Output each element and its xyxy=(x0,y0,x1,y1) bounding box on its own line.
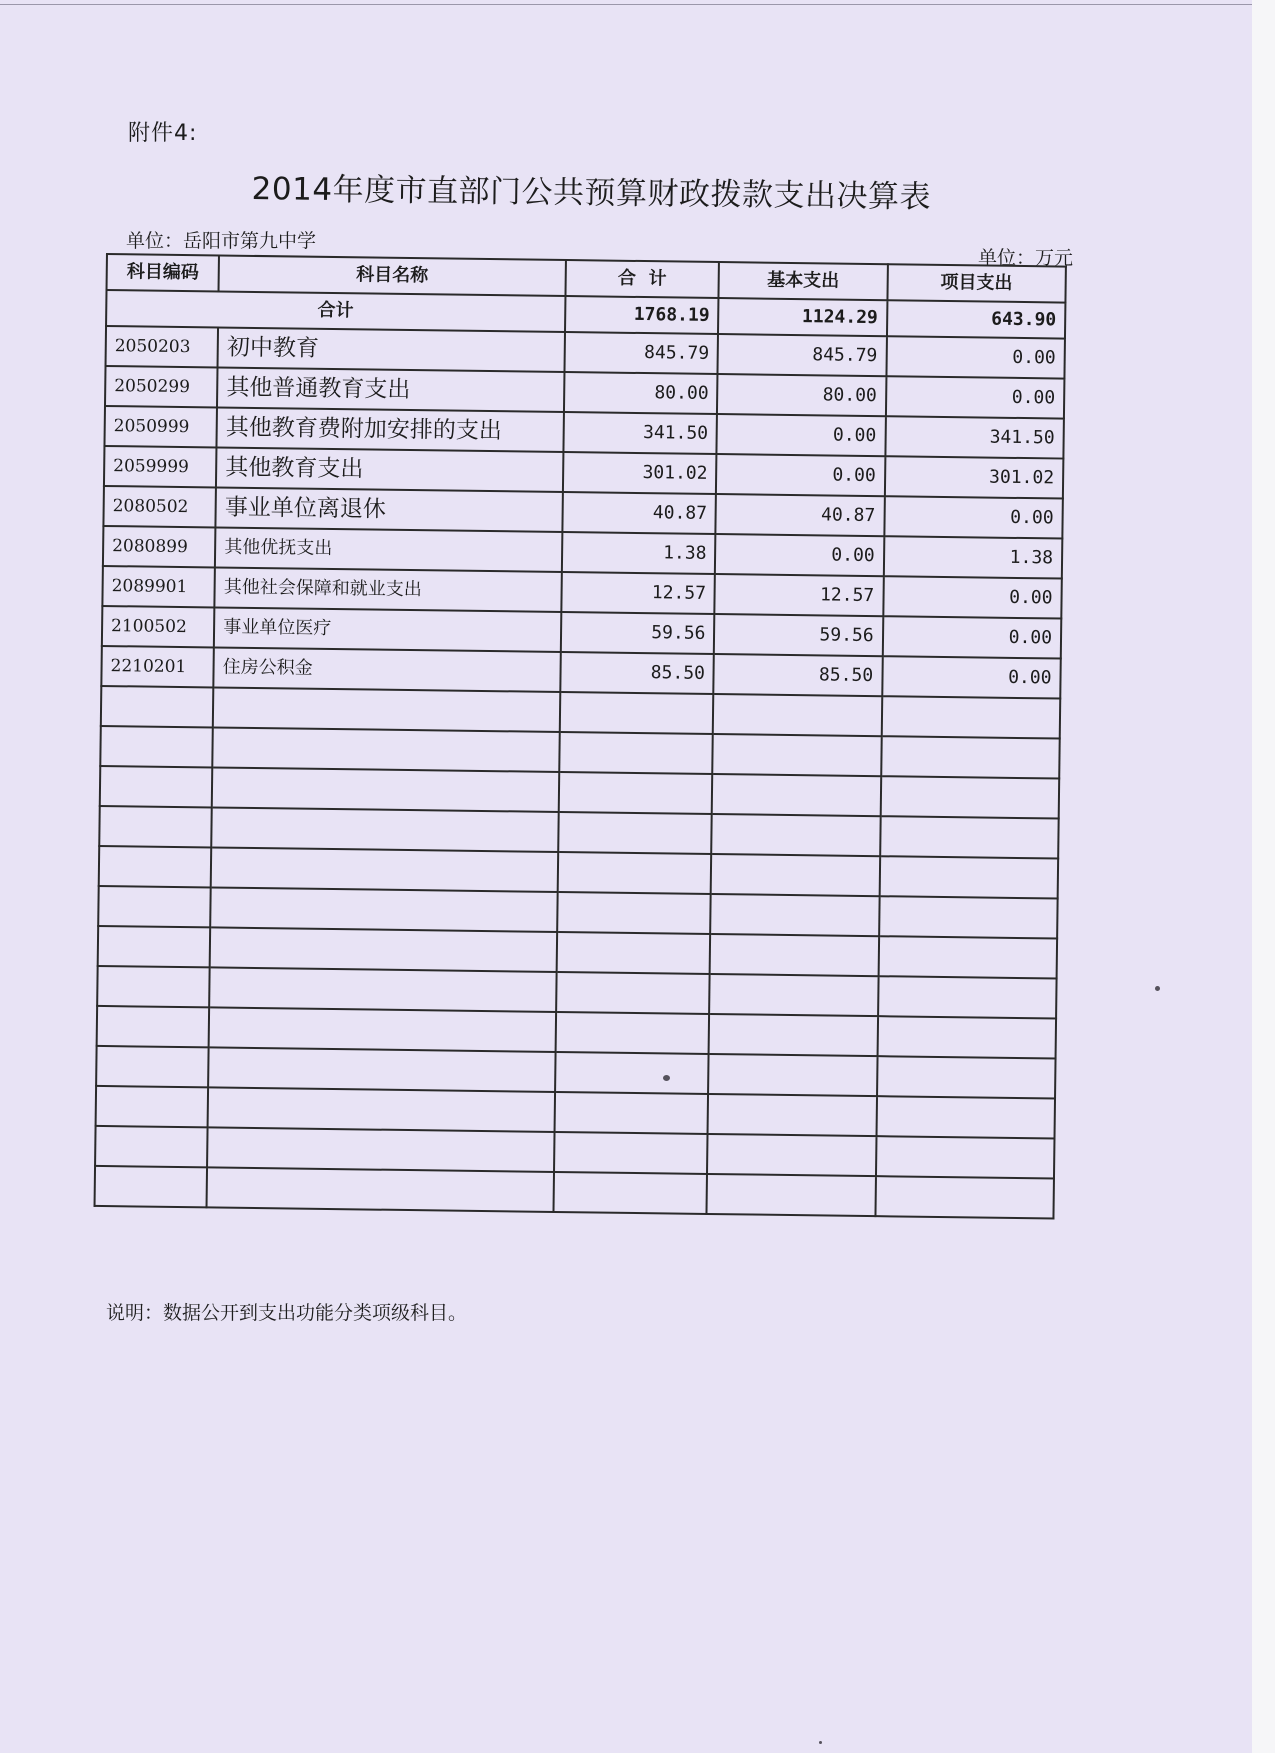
row-project: 0.00 xyxy=(886,376,1065,418)
empty-cell xyxy=(98,886,211,927)
empty-cell xyxy=(876,1096,1055,1138)
empty-cell xyxy=(95,1166,208,1207)
row-name: 其他优抚支出 xyxy=(215,527,562,572)
empty-cell xyxy=(707,1134,876,1176)
empty-cell xyxy=(881,696,1060,738)
empty-cell xyxy=(708,1094,877,1136)
empty-cell xyxy=(557,852,711,894)
document-title: 2014年度市直部门公共预算财政拨款支出决算表 xyxy=(251,170,932,216)
empty-cell xyxy=(97,966,210,1007)
summary-basic: 1124.29 xyxy=(718,298,887,336)
scan-speck xyxy=(1155,986,1160,991)
row-code: 2210201 xyxy=(101,646,214,687)
footnote: 说明：数据公开到支出功能分类项级科目。 xyxy=(106,1302,468,1324)
empty-cell xyxy=(877,1056,1056,1098)
empty-cell xyxy=(707,1174,876,1216)
empty-cell xyxy=(99,846,212,887)
unit-organization: 单位：岳阳市第九中学 xyxy=(126,230,317,252)
row-project: 0.00 xyxy=(884,496,1063,538)
row-project: 0.00 xyxy=(883,576,1062,618)
empty-cell xyxy=(208,1047,555,1092)
row-code: 2050999 xyxy=(104,406,217,447)
row-basic: 85.50 xyxy=(714,654,883,696)
row-basic: 12.57 xyxy=(715,574,884,616)
empty-cell xyxy=(711,854,880,896)
empty-cell xyxy=(96,1086,209,1127)
empty-cell xyxy=(98,926,211,967)
empty-cell xyxy=(96,1046,209,1087)
row-name: 其他教育支出 xyxy=(216,447,563,492)
empty-cell xyxy=(100,726,213,767)
empty-cell xyxy=(555,1012,709,1054)
empty-cell xyxy=(879,896,1058,938)
empty-cell xyxy=(558,772,712,814)
empty-cell xyxy=(210,927,557,972)
summary-label: 合计 xyxy=(106,290,565,332)
budget-table xyxy=(94,253,1067,1219)
row-name: 住房公积金 xyxy=(213,647,560,692)
attachment-label: 附件4: xyxy=(128,121,198,146)
row-total: 85.50 xyxy=(560,652,714,694)
empty-cell xyxy=(207,1167,554,1212)
row-total: 341.50 xyxy=(563,412,717,454)
row-basic: 40.87 xyxy=(716,494,885,536)
row-total: 1.38 xyxy=(562,532,716,574)
row-basic: 0.00 xyxy=(716,454,885,496)
empty-cell xyxy=(553,1172,707,1214)
empty-cell xyxy=(207,1127,554,1172)
header-basic: 基本支出 xyxy=(719,262,888,300)
unit-currency: 单位：万元 xyxy=(978,247,1074,269)
summary-project: 643.90 xyxy=(887,300,1066,338)
empty-cell xyxy=(875,1176,1054,1218)
empty-cell xyxy=(876,1136,1055,1178)
row-code: 2080502 xyxy=(103,486,216,527)
header-code: 科目编码 xyxy=(107,254,220,291)
row-basic: 845.79 xyxy=(718,334,887,376)
empty-cell xyxy=(877,1016,1056,1058)
row-basic: 59.56 xyxy=(714,614,883,656)
row-code: 2059999 xyxy=(104,446,217,487)
scan-speck xyxy=(819,1741,822,1744)
empty-cell xyxy=(710,934,879,976)
row-total: 40.87 xyxy=(562,492,716,534)
header-name: 科目名称 xyxy=(219,255,566,296)
empty-cell xyxy=(878,976,1057,1018)
empty-cell xyxy=(554,1092,708,1134)
empty-cell xyxy=(99,806,212,847)
empty-cell xyxy=(211,807,558,852)
empty-cell xyxy=(881,736,1060,778)
page-top-edge xyxy=(0,4,1252,5)
empty-cell xyxy=(713,694,882,736)
row-basic: 80.00 xyxy=(717,374,886,416)
header-total: 合 计 xyxy=(565,260,719,298)
empty-cell xyxy=(711,894,880,936)
empty-cell xyxy=(712,774,881,816)
row-project: 1.38 xyxy=(883,536,1062,578)
empty-cell xyxy=(212,767,559,812)
empty-cell xyxy=(558,812,712,854)
empty-cell xyxy=(712,814,881,856)
empty-cell xyxy=(95,1126,208,1167)
empty-cell xyxy=(560,692,714,734)
row-total: 12.57 xyxy=(561,572,715,614)
row-name: 其他普通教育支出 xyxy=(217,367,564,412)
row-project: 0.00 xyxy=(882,616,1061,658)
row-total: 301.02 xyxy=(563,452,717,494)
header-project: 项目支出 xyxy=(887,264,1066,302)
row-code: 2050203 xyxy=(106,326,219,367)
row-project: 0.00 xyxy=(886,336,1065,378)
empty-cell xyxy=(880,776,1059,818)
empty-cell xyxy=(709,974,878,1016)
empty-cell xyxy=(211,847,558,892)
row-total: 59.56 xyxy=(561,612,715,654)
empty-cell xyxy=(100,766,213,807)
budget-table-container xyxy=(94,253,1067,1219)
empty-cell xyxy=(209,1007,556,1052)
row-total: 845.79 xyxy=(564,332,718,374)
row-code: 2089901 xyxy=(102,566,215,607)
summary-total: 1768.19 xyxy=(565,296,719,334)
empty-cell xyxy=(713,734,882,776)
row-name: 其他教育费附加安排的支出 xyxy=(217,407,564,452)
empty-cell xyxy=(212,727,559,772)
row-total: 80.00 xyxy=(564,372,718,414)
empty-cell xyxy=(709,1014,878,1056)
empty-cell xyxy=(208,1087,555,1132)
empty-cell xyxy=(213,687,560,732)
empty-cell xyxy=(879,856,1058,898)
scan-edge xyxy=(1252,0,1275,1753)
row-name: 初中教育 xyxy=(218,327,565,372)
row-project: 341.50 xyxy=(885,416,1064,458)
row-name: 其他社会保障和就业支出 xyxy=(215,567,562,612)
empty-cell xyxy=(210,887,557,932)
empty-cell xyxy=(101,686,214,727)
empty-cell xyxy=(556,972,710,1014)
row-code: 2100502 xyxy=(102,606,215,647)
empty-cell xyxy=(209,967,556,1012)
empty-cell xyxy=(557,892,711,934)
row-code: 2080899 xyxy=(103,526,216,567)
empty-cell xyxy=(559,732,713,774)
row-name: 事业单位离退休 xyxy=(216,487,563,532)
row-code: 2050299 xyxy=(105,366,218,407)
row-basic: 0.00 xyxy=(715,534,884,576)
empty-cell xyxy=(878,936,1057,978)
empty-cell xyxy=(554,1132,708,1174)
scan-speck xyxy=(663,1075,670,1081)
row-project: 0.00 xyxy=(882,656,1061,698)
row-name: 事业单位医疗 xyxy=(214,607,561,652)
empty-cell xyxy=(97,1006,210,1047)
empty-cell xyxy=(880,816,1059,858)
empty-cell xyxy=(556,932,710,974)
empty-cell xyxy=(555,1052,709,1094)
row-project: 301.02 xyxy=(885,456,1064,498)
row-basic: 0.00 xyxy=(717,414,886,456)
empty-cell xyxy=(708,1054,877,1096)
